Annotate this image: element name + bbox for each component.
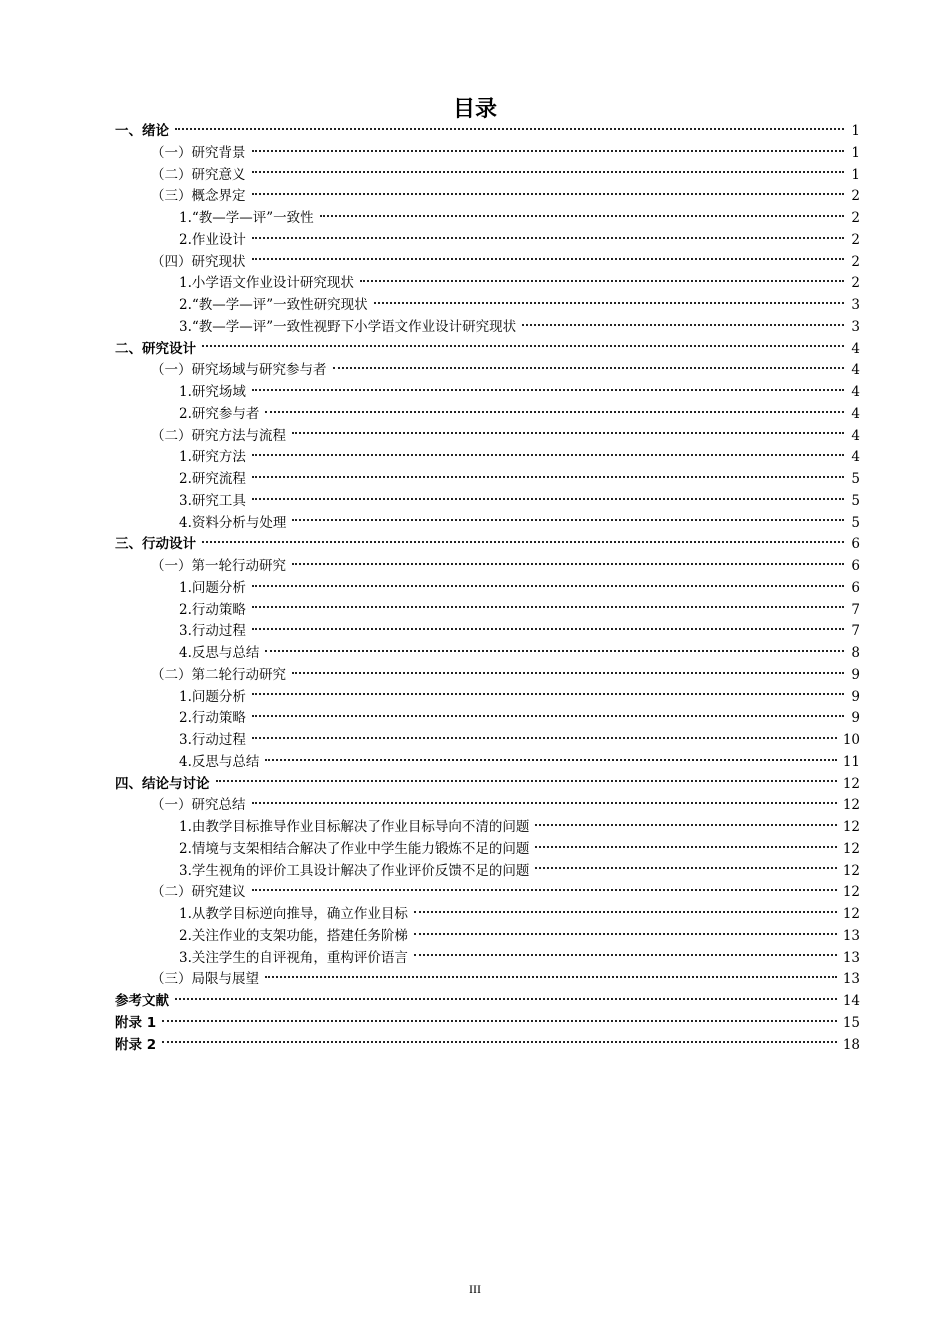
- dot-leader: [252, 585, 844, 587]
- toc-entry[interactable]: [115, 621, 860, 643]
- toc-entry[interactable]: [115, 926, 860, 948]
- toc-entry-page: 6: [851, 536, 860, 553]
- toc-entry-page: 4: [851, 384, 860, 400]
- toc-entry-page: 13: [842, 971, 860, 988]
- toc-entry[interactable]: [115, 165, 860, 187]
- toc-entry[interactable]: [115, 795, 860, 817]
- toc-entry-page: 8: [851, 645, 860, 661]
- dot-leader: [252, 715, 844, 717]
- toc-entry[interactable]: [115, 882, 860, 904]
- dot-leader: [252, 476, 844, 478]
- toc-entry-text: 1.研究方法: [179, 449, 246, 466]
- toc-entry-text: 参考文献: [115, 993, 169, 1009]
- toc-entry[interactable]: [115, 730, 860, 752]
- toc-entry[interactable]: [115, 404, 860, 426]
- dot-leader: [252, 498, 844, 500]
- dot-leader: [535, 824, 836, 826]
- toc-entry-text: （四）研究现状: [151, 253, 246, 270]
- toc-entry-page: 12: [842, 862, 860, 879]
- dot-leader: [535, 867, 836, 869]
- toc-entry-text: 1.由教学目标推导作业目标解决了作业目标导向不清的问题: [179, 819, 530, 835]
- dot-leader: [252, 628, 844, 630]
- toc-entry-page: 2: [851, 188, 860, 205]
- dot-leader: [252, 258, 845, 260]
- toc-entry-page: 1: [851, 166, 860, 183]
- dot-leader: [252, 802, 837, 804]
- toc-entry-text: （三）概念界定: [151, 188, 246, 205]
- toc-entry-page: 9: [851, 666, 860, 683]
- toc-entry-text: （一）研究总结: [151, 797, 246, 814]
- toc-entry[interactable]: [115, 469, 860, 491]
- toc-entry[interactable]: [115, 230, 860, 252]
- toc-entry[interactable]: [115, 600, 860, 622]
- toc-entry[interactable]: [115, 426, 860, 448]
- toc-entry-page: 13: [842, 949, 860, 966]
- toc-entry-text: 附录 1: [115, 1014, 157, 1031]
- dot-leader: [333, 367, 845, 369]
- dot-leader: [252, 454, 844, 456]
- toc-entry-text: （一）研究场域与研究参与者: [151, 362, 327, 379]
- toc-entry[interactable]: [115, 752, 860, 774]
- toc-entry-text: 二、研究设计: [115, 340, 196, 357]
- toc-entry[interactable]: [115, 1035, 860, 1057]
- toc-entry-text: 四、结论与讨论: [115, 775, 210, 792]
- toc-entry[interactable]: [115, 839, 860, 861]
- toc-entry[interactable]: [115, 665, 860, 687]
- toc-entry-page: 7: [851, 601, 860, 618]
- toc-entry[interactable]: [115, 513, 860, 535]
- dot-leader: [360, 280, 844, 282]
- toc-entry[interactable]: [115, 360, 860, 382]
- toc-entry-text: 1.研究场域: [179, 384, 246, 400]
- toc-entry[interactable]: [115, 317, 860, 339]
- toc-entry-page: 3: [851, 297, 860, 313]
- dot-leader: [535, 846, 836, 848]
- dot-leader: [175, 128, 844, 130]
- dot-leader: [374, 302, 844, 304]
- toc-entry-text: 2.行动策略: [179, 601, 246, 618]
- dot-leader: [414, 954, 837, 956]
- toc-entry-page: 2: [851, 253, 860, 270]
- toc-entry-text: 3.关注学生的自评视角，重构评价语言: [179, 949, 408, 966]
- dot-leader: [252, 389, 844, 391]
- toc-entry-text: 4.资料分析与处理: [179, 514, 287, 531]
- toc-entry[interactable]: [115, 904, 860, 926]
- toc-entry-page: 12: [842, 775, 860, 792]
- toc-entry-text: （二）研究意义: [151, 166, 246, 183]
- toc-entry-text: 3.学生视角的评价工具设计解决了作业评价反馈不足的问题: [179, 862, 530, 879]
- dot-leader: [162, 1020, 837, 1022]
- toc-entry-text: 3.研究工具: [179, 492, 246, 509]
- dot-leader: [414, 933, 837, 935]
- dot-leader: [265, 650, 844, 652]
- toc-entry[interactable]: [115, 339, 860, 361]
- toc-entry-text: （二）研究方法与流程: [151, 427, 286, 444]
- toc-entry-page: 4: [851, 340, 860, 357]
- dot-leader: [292, 519, 844, 521]
- toc-entry-text: 1.问题分析: [179, 688, 246, 705]
- toc-entry[interactable]: [115, 643, 860, 665]
- toc-entry-page: 10: [842, 732, 860, 748]
- toc-entry-text: 三、行动设计: [115, 536, 196, 553]
- toc-entry[interactable]: [115, 708, 860, 730]
- dot-leader: [202, 541, 844, 543]
- toc-entry[interactable]: [115, 991, 860, 1013]
- toc-entry[interactable]: [115, 491, 860, 513]
- toc-entry-text: 一、绪论: [115, 123, 169, 139]
- toc-entry-page: 9: [851, 710, 860, 727]
- toc-entry[interactable]: [115, 273, 860, 295]
- toc-entry-page: 3: [851, 318, 860, 335]
- dot-leader: [265, 411, 844, 413]
- toc-entry-page: 13: [842, 927, 860, 944]
- dot-leader: [320, 215, 844, 217]
- dot-leader: [252, 737, 837, 739]
- toc-entry-text: 2.关注作业的支架功能，搭建任务阶梯: [179, 927, 408, 944]
- toc-entry-text: 2.研究参与者: [179, 405, 260, 422]
- toc-entry-page: 15: [842, 1014, 860, 1031]
- toc-entry-text: （一）研究背景: [151, 144, 246, 161]
- toc-entry-page: 12: [842, 819, 860, 835]
- toc-entry-page: 4: [851, 362, 860, 379]
- toc-entry[interactable]: [115, 578, 860, 600]
- toc-entry[interactable]: [115, 121, 860, 143]
- dot-leader: [252, 150, 845, 152]
- toc-entry[interactable]: [115, 534, 860, 556]
- toc-entry-page: 12: [842, 906, 860, 922]
- dot-leader: [414, 911, 837, 913]
- toc-entry-text: 3.行动过程: [179, 623, 246, 640]
- toc-entry-text: 1.问题分析: [179, 579, 246, 596]
- toc-entry-text: 2.作业设计: [179, 231, 246, 248]
- toc-entry[interactable]: [115, 948, 860, 970]
- dot-leader: [292, 563, 844, 565]
- toc-entry-page: 2: [851, 210, 860, 226]
- toc-entry-page: 7: [851, 623, 860, 640]
- toc-entry[interactable]: [115, 774, 860, 796]
- toc-entry-page: 2: [851, 231, 860, 248]
- toc-entry[interactable]: [115, 382, 860, 404]
- toc-entry-text: 4.反思与总结: [179, 645, 260, 661]
- toc-entry-text: 2.“教—学—评”一致性研究现状: [179, 297, 368, 313]
- toc-entry-page: 5: [851, 471, 860, 487]
- toc-entry-page: 2: [851, 275, 860, 292]
- dot-leader: [162, 1041, 837, 1043]
- toc-entry[interactable]: [115, 861, 860, 883]
- toc-entry-page: 11: [842, 753, 860, 770]
- toc-entry-text: 2.行动策略: [179, 710, 246, 727]
- dot-leader: [252, 237, 844, 239]
- dot-leader: [252, 606, 844, 608]
- dot-leader: [252, 889, 837, 891]
- dot-leader: [292, 672, 844, 674]
- toc-entry-text: 3.“教—学—评”一致性视野下小学语文作业设计研究现状: [179, 318, 517, 335]
- toc-entry-page: 6: [851, 558, 860, 574]
- toc-entry-page: 5: [851, 492, 860, 509]
- toc-entry-page: 1: [851, 144, 860, 161]
- dot-leader: [252, 171, 845, 173]
- toc-entry-text: 3.行动过程: [179, 732, 246, 748]
- toc-entry[interactable]: [115, 1013, 860, 1035]
- toc-title: 目录: [452, 97, 497, 122]
- dot-leader: [265, 759, 836, 761]
- toc-entry-text: 1.小学语文作业设计研究现状: [179, 275, 354, 292]
- toc-entry-page: 1: [851, 123, 860, 139]
- dot-leader: [175, 998, 837, 1000]
- toc-entry-text: 附录 2: [115, 1036, 157, 1053]
- toc-entry[interactable]: [115, 252, 860, 274]
- toc-entry-page: 12: [842, 797, 860, 814]
- toc-entry-page: 4: [851, 405, 860, 422]
- table-of-contents: [115, 121, 860, 1056]
- dot-leader: [216, 780, 837, 782]
- toc-entry-page: 4: [851, 427, 860, 444]
- toc-entry-page: 4: [851, 449, 860, 466]
- toc-entry[interactable]: [115, 208, 860, 230]
- dot-leader: [252, 693, 844, 695]
- toc-entry-page: 9: [851, 688, 860, 705]
- toc-entry-text: 4.反思与总结: [179, 753, 260, 770]
- toc-entry-page: 6: [851, 579, 860, 596]
- toc-entry-page: 12: [842, 884, 860, 901]
- toc-entry-text: （二）研究建议: [151, 884, 246, 901]
- toc-entry-text: 1.从教学目标逆向推导，确立作业目标: [179, 906, 408, 922]
- toc-entry-text: （二）第二轮行动研究: [151, 666, 286, 683]
- dot-leader: [265, 976, 837, 978]
- dot-leader: [202, 345, 844, 347]
- toc-entry[interactable]: [115, 817, 860, 839]
- toc-entry-page: 14: [842, 993, 860, 1009]
- toc-entry-text: 1.“教—学—评”一致性: [179, 210, 314, 226]
- toc-entry-page: 5: [851, 514, 860, 531]
- toc-entry[interactable]: [115, 186, 860, 208]
- toc-entry[interactable]: [115, 687, 860, 709]
- toc-entry[interactable]: [115, 556, 860, 578]
- toc-entry-text: 2.研究流程: [179, 471, 246, 487]
- dot-leader: [292, 432, 844, 434]
- toc-entry[interactable]: [115, 143, 860, 165]
- dot-leader: [252, 193, 845, 195]
- toc-entry-text: （一）第一轮行动研究: [151, 558, 286, 574]
- toc-entry-text: （三）局限与展望: [151, 971, 259, 988]
- toc-entry-page: 12: [842, 840, 860, 857]
- toc-entry-text: 2.情境与支架相结合解决了作业中学生能力锻炼不足的问题: [179, 840, 530, 857]
- toc-entry-page: 18: [842, 1036, 860, 1053]
- toc-entry[interactable]: [115, 295, 860, 317]
- dot-leader: [522, 324, 844, 326]
- toc-entry[interactable]: [115, 969, 860, 991]
- toc-entry[interactable]: [115, 447, 860, 469]
- page-number: III: [469, 1282, 481, 1296]
